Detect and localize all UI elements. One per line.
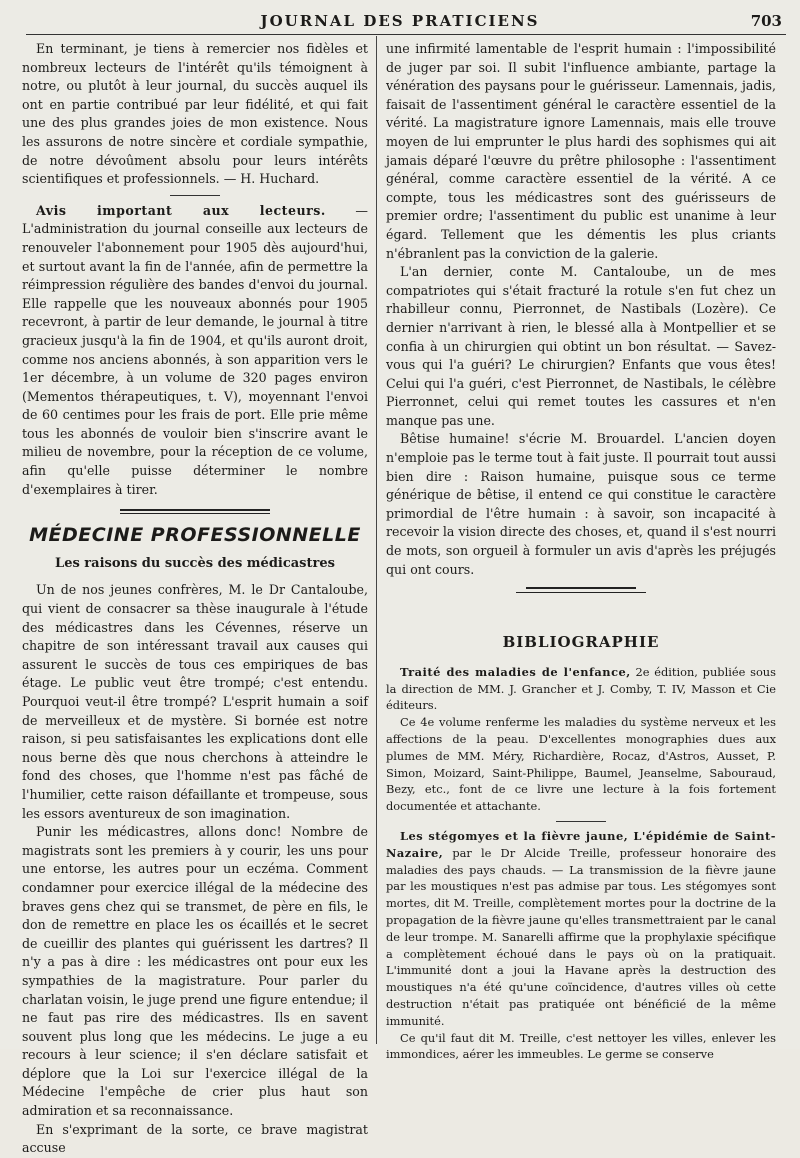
biblio-separator (556, 821, 606, 822)
notice-paragraph (22, 202, 368, 500)
page-number: 703 (750, 12, 782, 30)
biblio-entry-2-text: par le Dr Alcide Treille, professeur honoraire des maladies des pays chauds. — La transmission de la fièvre jaune par les moustiques n'est pas admise par tous. Les stégomyes sont mortes, dit M. Treille, complètement mortes pour la doctrine de la propagation de la fièvre jaune qu'elles transmettraient par le canal de leur trompe. M. Sanarelli affirme que la prophylaxie spécifique a complètement échoué dans le pays où on la pratiquait. L'immunité dont a joui la Havane après la destruction des moustiques n'a été qu'une coïncidence, d'autres villes où cette destruction n'était pas pratiquée ont bénéficié de la même immunité. (386, 845, 776, 1028)
biblio-entry-1-text: 2e édition, publiée sous la direction de MM. J. Grancher et J. Comby, T. IV, Masson et Cie éditeurs. (386, 664, 776, 713)
article-paragraph-1: Un de nos jeunes confrères, M. le Dr Cantaloube, qui vient de consacrer sa thèse inaugurale à l'étude des médicastres dans les Cévennes, réserve un chapitre de son intéressant travail aux causes qui assurent le succès de tous ces empiriques de bas étage. Le public veut être trompé; c'est entendu. Pourquoi veut-il être trompé? L'esprit humain a soif de merveilleux et de mystère. Si bornée est notre raison, si peu satisfaisantes les explications dont elle nous berne dès que nous cherchons à atteindre le fond des choses, que l'homme n'est pas fâché de l'humilier, cette raison défaillante et trompeuse, sous les essors aventureux de son imagination. (22, 582, 368, 821)
journal-title: JOURNAL DES PRATICIENS (260, 12, 540, 30)
left-column (22, 40, 368, 1158)
right-column (386, 40, 776, 1063)
article-subheading: Les raisons du succès des médicastres (55, 555, 335, 571)
section-rule (120, 509, 270, 514)
header-rule (26, 34, 786, 35)
biblio-entry-2-title: Les stégomyes et la fièvre jaune, L'épidémie de Saint-Nazaire, (386, 828, 776, 860)
closing-paragraph: En terminant, je tiens à remercier nos fidèles et nombreux lecteurs de l'intérêt qu'ils témoignent à notre, ou plutôt à leur journal, du succès auquel ils ont en partie contribué par leur fidélité, et qui fait une des plus grandes joies de mon existence. Nous les assurons de notre sincère et cordiale sympathie, de notre dévoûment absolu pour leurs intérêts scientifiques et professionnels. — H. Huchard. (22, 41, 368, 187)
article-continuation-1: une infirmité lamentable de l'esprit humain : l'impossibilité de juger par soi. Il subit l'influence ambiante, partage la vénération des paysans pour le guérisseur. Lamennais, jadis, faisait de l'assentiment général le caractère essentiel de la vérité. La magistrature ignore Lamennais, mais elle trouve moyen de lui emprunter le plus hardi des sophismes qui ait jamais déparé l'œuvre du prêtre philosophe : l'assentiment général, comme caractère essentiel de la vérité. A ce compte, tous les médicastres sont des guérisseurs de premier ordre; l'assentiment du public est unanime à leur égard. Tellement que les démentis les plus criants n'ébranlent pas la conviction de la galerie. (386, 41, 776, 261)
biblio-entry-2-continuation: Ce qu'il faut dit M. Treille, c'est nettoyer les villes, enlever les immondices, aérer les immeubles. Le germe se conserve (386, 1030, 776, 1062)
biblio-entry-1-description: Ce 4e volume renferme les maladies du système nerveux et les affections de la peau. D'excellentes monographies dues aux plumes de MM. Méry, Richardière, Rocaz, d'Astros, Ausset, P. Simon, Moizard, Saint-Philippe, Baumel, Jeanselme, Sabouraud, Bezy, etc., font de ce livre une lecture à la fois fortement documentée et attachante. (386, 715, 776, 814)
article-paragraph-2: Punir les médicastres, allons donc! Nombre de magistrats sont les premiers à y courir, les uns pour une entorse, les autres pour un eczéma. Comment condamner pour exercice illégal de la médecine des braves gens chez qui se transmet, de père en fils, le don de remettre en place les os écaillés et le secret de cueillir des plantes qui guérissent les dartres? Il n'y a pas à dire : les médicastres ont pour eux les sympathies de la magistrature. Pour parler du charlatan voisin, le juge prend une figure entendue; il ne faut pas rire des médicastres. Ils en savent souvent plus long que les médecins. Le juge a eu recours à leur science; il s'en déclare satisfait et déplore que la Loi sur l'exercice illégal de la Médecine l'empêche de crier plus haut son admiration et sa reconnaissance. (22, 824, 368, 1119)
article-continuation-2: L'an dernier, conte M. Cantaloube, un de mes compatriotes qui s'était fracturé la rotule s'en fut chez un rhabilleur connu, Pierronnet, de Nastibals (Lozère). Ce dernier n'arrivant à rien, le blessé alla à Montpellier et se confia à un chirurgien qui obtint un bon résultat. — Savez-vous qui l'a guéri? Le chirurgien? Enfants que vous êtes! Celui qui l'a guéri, c'est Pierronnet, de Nastibals, le célèbre Pierronnet, celui qui remet toutes les cassures et n'en manque pas une. (386, 264, 776, 428)
bibliography-section (386, 664, 776, 1063)
short-separator (170, 195, 220, 196)
article-end-rule (526, 587, 636, 589)
notice-heading: Avis important aux lecteurs. (36, 202, 326, 218)
column-divider (376, 36, 377, 1044)
biblio-entry-2 (386, 828, 776, 1030)
notice-text: — L'administration du journal conseille aux lecteurs de renouveler l'abonnement pour 1905 dès aujourd'hui, et surtout avant la fin de l'année, afin de permettre la réimpression régulière des bandes d'envoi du journal. Elle rappelle que les nouveaux abonnés pour 1905 recevront, à partir de leur demande, le journal à titre gracieux jusqu'à la fin de 1904, et qu'ils auront droit, comme nos anciens abonnés, à son apparition vers le 1er décembre, à un volume de 320 pages environ (Mementos thérapeutiques, t. V), moyennant l'envoi de 60 centimes pour les frais de port. Elle prie même tous les abonnés de vouloir bien s'inscrire avant le milieu de novembre, pour la réception de ce volume, afin qu'elle puisse déterminer le nombre d'exemplaires à tirer. (22, 202, 368, 497)
article-continuation-3: Bêtise humaine! s'écrie M. Brouardel. L'ancien doyen n'emploie pas le terme tout à fait juste. Il pourrait tout aussi bien dire : Raison humaine, puisque sous ce terme générique de bêtise, il entend ce qui constitue le caractère primordial de l'être humain : à savoir, son incapacité à recevoir la vision directe des choses, et, quand il s'est nourri de mots, son orgueil à formuler un avis d'après les préjugés qui ont cours. (386, 431, 776, 577)
biblio-entry-1 (386, 664, 776, 714)
bibliography-title: BIBLIOGRAPHIE (502, 633, 660, 652)
biblio-entry-1-title: Traité des maladies de l'enfance, (400, 664, 631, 679)
article-paragraph-3: En s'exprimant de la sorte, ce brave magistrat accuse (22, 1121, 368, 1156)
page-header (0, 8, 800, 34)
section-title: MÉDECINE PROFESSIONNELLE (29, 524, 361, 547)
